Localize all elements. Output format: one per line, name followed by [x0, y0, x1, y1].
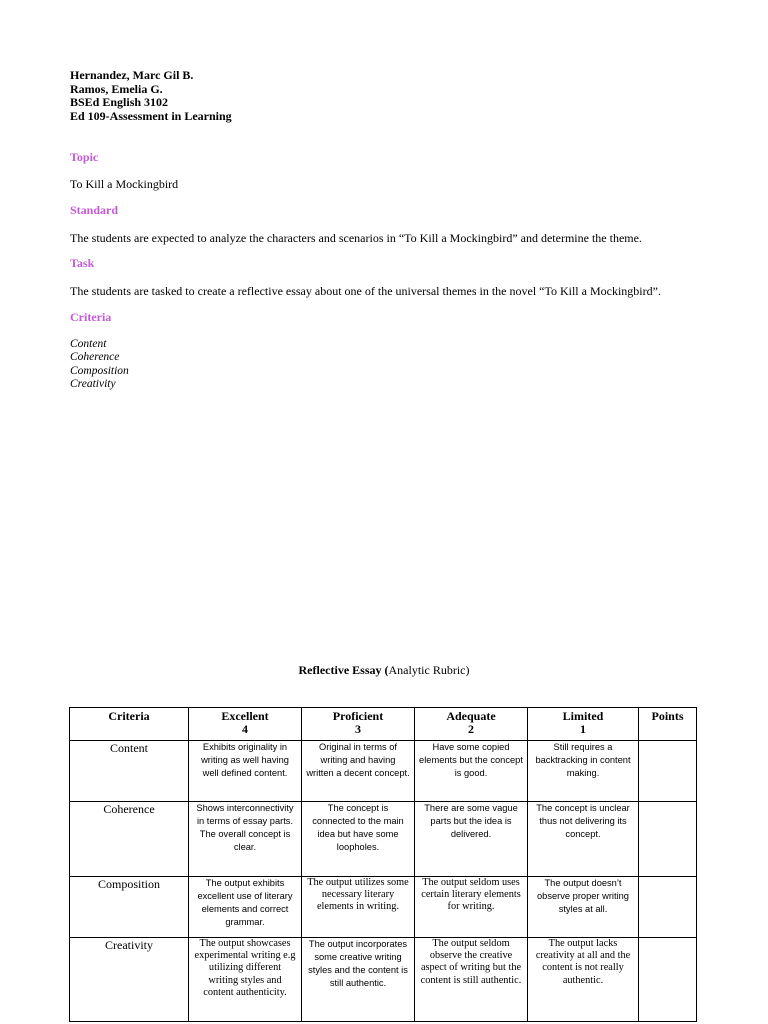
author-name-1: Hernandez, Marc Gil B. [70, 68, 194, 82]
criteria-list-item: Composition [70, 364, 129, 377]
criteria-list-item: Content [70, 338, 107, 350]
excellent-descriptor: Shows interconnectivity in terms of essay parts. The overall concept is clear. [189, 802, 302, 877]
points-cell [639, 877, 697, 938]
limited-descriptor: The output lacks creativity at all and the content is not really authentic. [528, 938, 639, 1022]
row-criterion: Composition [70, 877, 189, 938]
rubric-table [69, 707, 697, 1022]
topic-heading: Topic [70, 150, 99, 164]
table-row [70, 938, 697, 1022]
standard-heading: Standard [70, 203, 119, 217]
table-row [70, 741, 697, 802]
task-heading: Task [70, 256, 95, 270]
adequate-descriptor: The output seldom uses certain literary elements for writing. [415, 877, 528, 938]
task-text: The students are tasked to create a reflective essay about one of the universal themes in the novel “To Kill a Mockingbird”. [70, 284, 661, 298]
course-section: BSEd English 3102 [70, 95, 169, 109]
adequate-descriptor: The output seldom observe the creative aspect of writing but the content is still authentic. [415, 938, 528, 1022]
rubric-title-bold: Reflective Essay ( [298, 663, 389, 677]
row-criterion: Creativity [70, 938, 189, 1022]
criteria-list [70, 338, 129, 391]
limited-descriptor: The output doesn’t observe proper writing styles at all. [528, 877, 639, 938]
excellent-descriptor: The output showcases experimental writing e.g utilizing different writing styles and content authenticity. [189, 938, 302, 1022]
proficient-column-header: Proficient 3 [302, 708, 415, 741]
limited-descriptor: The concept is unclear thus not delivering its concept. [528, 802, 639, 877]
excellent-descriptor: Exhibits originality in writing as well having well defined content. [189, 741, 302, 802]
standard-text: The students are expected to analyze the characters and scenarios in “To Kill a Mockingbird” and determine the theme. [70, 231, 642, 245]
points-cell [639, 938, 697, 1022]
points-cell [639, 741, 697, 802]
proficient-descriptor: The concept is connected to the main idea but have some loopholes. [302, 802, 415, 877]
excellent-descriptor: The output exhibits excellent use of literary elements and correct grammar. [189, 877, 302, 938]
criteria-list-item: Creativity [70, 377, 116, 390]
proficient-descriptor: The output incorporates some creative writing styles and the content is still authentic. [302, 938, 415, 1022]
proficient-descriptor: The output utilizes some necessary literary elements in writing. [302, 877, 415, 938]
limited-column-header: Limited 1 [528, 708, 639, 741]
points-column-header: Points [639, 708, 697, 741]
excellent-column-header: Excellent 4 [189, 708, 302, 741]
row-criterion: Coherence [70, 802, 189, 877]
criteria-list-item: Coherence [70, 351, 120, 364]
table-row [70, 877, 697, 938]
topic-text: To Kill a Mockingbird [70, 177, 179, 191]
adequate-column-header: Adequate 2 [415, 708, 528, 741]
table-row [70, 802, 697, 877]
row-criterion: Content [70, 741, 189, 802]
rubric-title [0, 663, 768, 678]
rubric-header-row [70, 708, 697, 741]
rubric-title-subtitle: Analytic Rubric) [388, 663, 470, 677]
adequate-descriptor: There are some vague parts but the idea is delivered. [415, 802, 528, 877]
proficient-descriptor: Original in terms of writing and having written a decent concept. [302, 741, 415, 802]
author-header [70, 69, 232, 123]
limited-descriptor: Still requires a backtracking in content making. [528, 741, 639, 802]
points-cell [639, 802, 697, 877]
criteria-heading: Criteria [70, 310, 112, 324]
criteria-column-header: Criteria [70, 708, 189, 741]
course-title: Ed 109-Assessment in Learning [70, 108, 232, 123]
author-name-2: Ramos, Emelia G. [70, 81, 163, 96]
adequate-descriptor: Have some copied elements but the concept is good. [415, 741, 528, 802]
